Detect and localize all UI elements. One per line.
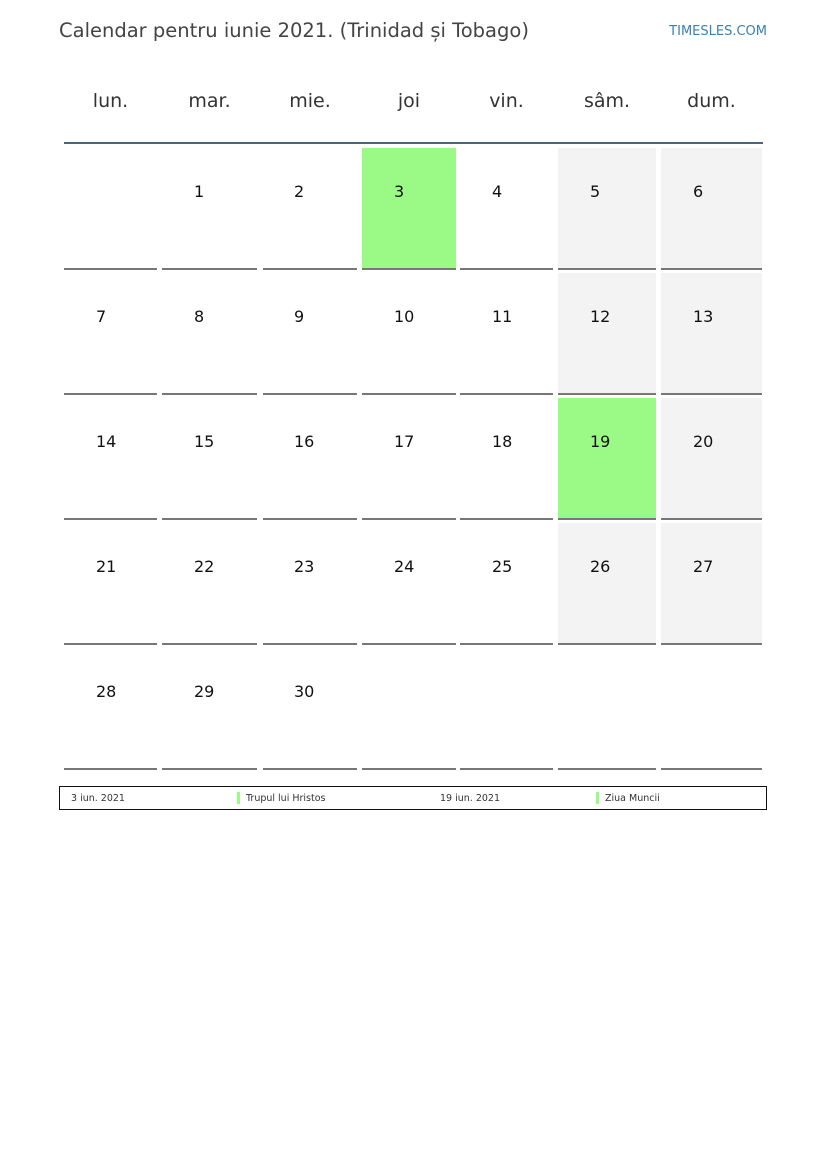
weekday-label: mar. xyxy=(188,90,231,112)
day-cell-22[interactable] xyxy=(162,523,257,645)
day-cell-11[interactable] xyxy=(460,273,553,395)
day-cell-3[interactable] xyxy=(362,148,456,270)
day-number: 12 xyxy=(590,307,611,326)
day-cell-18[interactable] xyxy=(460,398,553,520)
day-number: 4 xyxy=(492,182,503,201)
day-number: 25 xyxy=(492,557,513,576)
page-title: Calendar pentru iunie 2021. (Trinidad și Tobago) xyxy=(59,19,529,42)
day-number: 29 xyxy=(194,682,215,701)
day-number: 7 xyxy=(96,307,107,326)
day-cell-5[interactable] xyxy=(558,148,656,270)
day-number: 13 xyxy=(693,307,714,326)
day-cell-27[interactable] xyxy=(661,523,762,645)
weekday-header xyxy=(64,90,763,120)
legend-color-swatch xyxy=(596,792,599,804)
day-cell-15[interactable] xyxy=(162,398,257,520)
weekday-label: vin. xyxy=(489,90,524,112)
day-number: 11 xyxy=(492,307,513,326)
empty-day-cell xyxy=(460,648,553,770)
day-number: 20 xyxy=(693,432,714,451)
day-cell-12[interactable] xyxy=(558,273,656,395)
day-cell-20[interactable] xyxy=(661,398,762,520)
day-cell-16[interactable] xyxy=(263,398,357,520)
day-number: 18 xyxy=(492,432,513,451)
day-cell-25[interactable] xyxy=(460,523,553,645)
day-number: 21 xyxy=(96,557,117,576)
empty-day-cell xyxy=(362,648,456,770)
day-number: 22 xyxy=(194,557,215,576)
day-number: 9 xyxy=(294,307,305,326)
day-number: 5 xyxy=(590,182,601,201)
day-cell-8[interactable] xyxy=(162,273,257,395)
day-cell-1[interactable] xyxy=(162,148,257,270)
legend-holiday-name: Trupul lui Hristos xyxy=(246,793,326,804)
day-number: 14 xyxy=(96,432,117,451)
legend-color-swatch xyxy=(237,792,240,804)
day-number: 15 xyxy=(194,432,215,451)
empty-day-cell xyxy=(558,648,656,770)
legend-date: 3 iun. 2021 xyxy=(71,793,125,804)
day-cell-2[interactable] xyxy=(263,148,357,270)
day-number: 23 xyxy=(294,557,315,576)
day-cell-19[interactable] xyxy=(558,398,656,520)
day-cell-6[interactable] xyxy=(661,148,762,270)
legend-holiday-name: Ziua Muncii xyxy=(605,793,660,804)
day-number: 28 xyxy=(96,682,117,701)
day-cell-29[interactable] xyxy=(162,648,257,770)
day-cell-4[interactable] xyxy=(460,148,553,270)
day-cell-28[interactable] xyxy=(64,648,157,770)
day-number: 10 xyxy=(394,307,415,326)
day-number: 19 xyxy=(590,432,611,451)
header-divider xyxy=(64,142,763,144)
empty-day-cell xyxy=(64,148,157,270)
day-number: 3 xyxy=(394,182,405,201)
day-number: 26 xyxy=(590,557,611,576)
day-cell-10[interactable] xyxy=(362,273,456,395)
legend-date: 19 iun. 2021 xyxy=(440,793,501,804)
day-number: 1 xyxy=(194,182,205,201)
day-number: 2 xyxy=(294,182,305,201)
weekday-label: dum. xyxy=(687,90,736,112)
day-cell-14[interactable] xyxy=(64,398,157,520)
weekday-label: joi xyxy=(397,90,421,112)
weekday-label: sâm. xyxy=(583,90,631,112)
day-number: 16 xyxy=(294,432,315,451)
day-number: 27 xyxy=(693,557,714,576)
day-cell-7[interactable] xyxy=(64,273,157,395)
day-number: 8 xyxy=(194,307,205,326)
day-cell-9[interactable] xyxy=(263,273,357,395)
day-number: 17 xyxy=(394,432,415,451)
day-cell-13[interactable] xyxy=(661,273,762,395)
day-number: 30 xyxy=(294,682,315,701)
day-cell-24[interactable] xyxy=(362,523,456,645)
weekday-label: lun. xyxy=(92,90,129,112)
day-cell-23[interactable] xyxy=(263,523,357,645)
day-cell-17[interactable] xyxy=(362,398,456,520)
day-number: 24 xyxy=(394,557,415,576)
holiday-legend xyxy=(59,786,767,810)
brand-link[interactable]: TIMESLES.COM xyxy=(669,24,767,39)
weekday-label: mie. xyxy=(289,90,331,112)
empty-day-cell xyxy=(661,648,762,770)
day-cell-30[interactable] xyxy=(263,648,357,770)
day-cell-21[interactable] xyxy=(64,523,157,645)
day-cell-26[interactable] xyxy=(558,523,656,645)
day-number: 6 xyxy=(693,182,704,201)
